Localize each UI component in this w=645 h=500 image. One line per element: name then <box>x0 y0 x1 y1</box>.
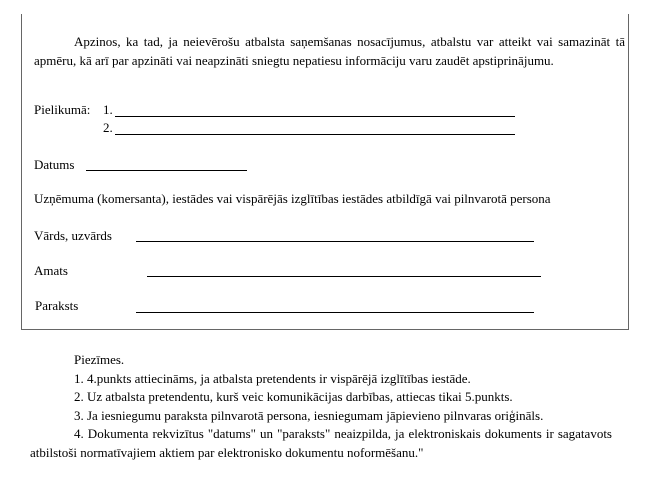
statement-paragraph: Apzinos, ka tad, ja neievērošu atbalsta saņemšanas nosacījumus, atbalstu var atteikt vai samazināt tā apmēru, kā arī par apzināti vai neapzināti sniegtu nepatiesu informāciju varu zaudēt apstiprinājumu. <box>34 34 625 68</box>
note-item: 4. Dokumenta rekvizītus "datums" un "paraksts" neaizpilda, ja elektroniskais dokuments ir sagatavots atbilstoši normatīvajiem aktiem par elektronisko dokumentu noformēšanu." <box>30 426 612 460</box>
name-label: Vārds, uzvārds <box>34 228 112 243</box>
attachment-1-line[interactable] <box>115 116 515 117</box>
attachment-2-line[interactable] <box>115 134 515 135</box>
note-item: 3. Ja iesniegumu paraksta pilnvarotā persona, iesniegumam jāpievieno pilnvaras oriģināls. <box>74 407 544 423</box>
signature-label: Paraksts <box>35 298 79 313</box>
attachment-2-number: 2. <box>103 120 113 135</box>
date-label: Datums <box>34 157 75 172</box>
notes-heading: Piezīmes. <box>74 352 125 367</box>
position-line[interactable] <box>147 276 541 277</box>
attachments-label: Pielikumā: <box>34 102 91 117</box>
name-line[interactable] <box>136 241 534 242</box>
notes-section <box>30 351 612 462</box>
note-item: 2. Uz atbalsta pretendentu, kurš veic komunikācijas darbības, attiecas tikai 5.punkts. <box>74 389 513 404</box>
position-label: Amats <box>34 263 68 278</box>
note-item: 1. 4.punkts attiecināms, ja atbalsta pretendents ir vispārējā izglītības iestāde. <box>74 370 471 386</box>
responsible-person-heading: Uzņēmuma (komersanta), iestādes vai vispārējās izglītības iestādes atbildīgā vai pilnvarotā persona <box>34 191 551 206</box>
signature-line[interactable] <box>136 312 534 313</box>
attachment-1-number: 1. <box>103 102 113 117</box>
date-line[interactable] <box>86 170 247 171</box>
